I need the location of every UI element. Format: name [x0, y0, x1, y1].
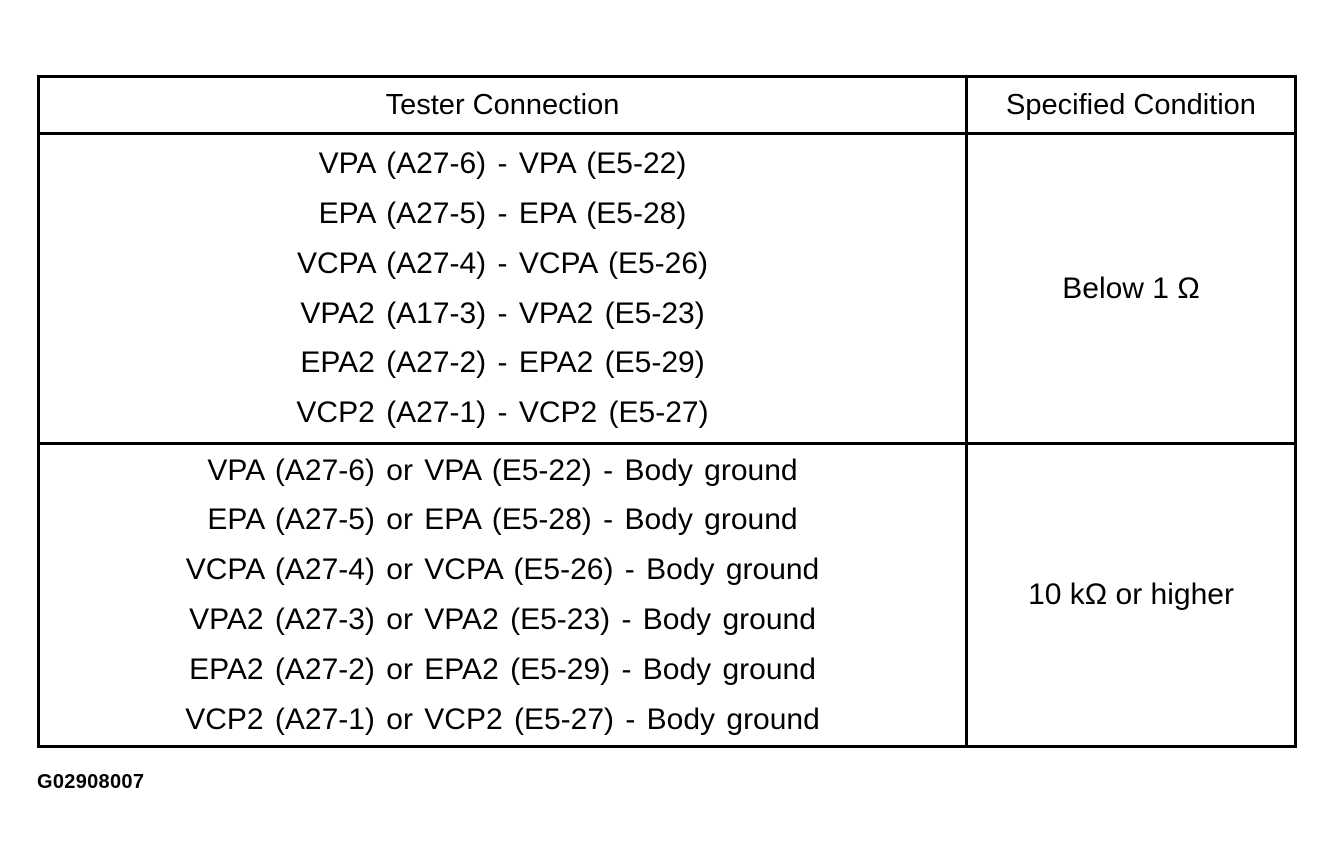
connection-line: VCPA (A27-4) - VCPA (E5-26) [296, 246, 709, 280]
row-1-condition [968, 135, 1294, 442]
row-1-connections [40, 135, 965, 442]
connection-line: VPA (A27-6) - VPA (E5-22) [318, 147, 687, 181]
connection-line: EPA2 (A27-2) or EPA2 (E5-29) - Body ground [189, 652, 816, 686]
header-specified-condition-label: Specified Condition [1006, 88, 1256, 121]
figure-id: G02908007 [37, 771, 145, 793]
connection-line: VCP2 (A27-1) - VCP2 (E5-27) [296, 396, 709, 430]
connection-line: VCPA (A27-4) or VCPA (E5-26) - Body ground [185, 553, 820, 587]
condition-value: 10 kΩ or higher [1028, 578, 1234, 611]
connection-line: EPA (A27-5) - EPA (E5-28) [318, 196, 687, 230]
specification-table [37, 75, 1297, 748]
header-tester-connection-label: Tester Connection [385, 88, 620, 121]
connection-line: VCP2 (A27-1) or VCP2 (E5-27) - Body ground [185, 702, 820, 736]
connection-line: VPA2 (A27-3) or VPA2 (E5-23) - Body ground [189, 603, 816, 636]
header-specified-condition [968, 78, 1294, 132]
connection-line: VPA (A27-6) or VPA (E5-22) - Body ground [207, 453, 798, 487]
connection-line: VPA2 (A17-3) - VPA2 (E5-23) [300, 296, 705, 330]
row-2-connections [40, 445, 965, 745]
connection-line: EPA2 (A27-2) - EPA2 (E5-29) [300, 346, 705, 380]
row-2-condition [968, 445, 1294, 745]
connection-line: EPA (A27-5) or EPA (E5-28) - Body ground [207, 503, 798, 537]
header-tester-connection [40, 78, 965, 132]
condition-value: Below 1 Ω [1062, 271, 1200, 305]
